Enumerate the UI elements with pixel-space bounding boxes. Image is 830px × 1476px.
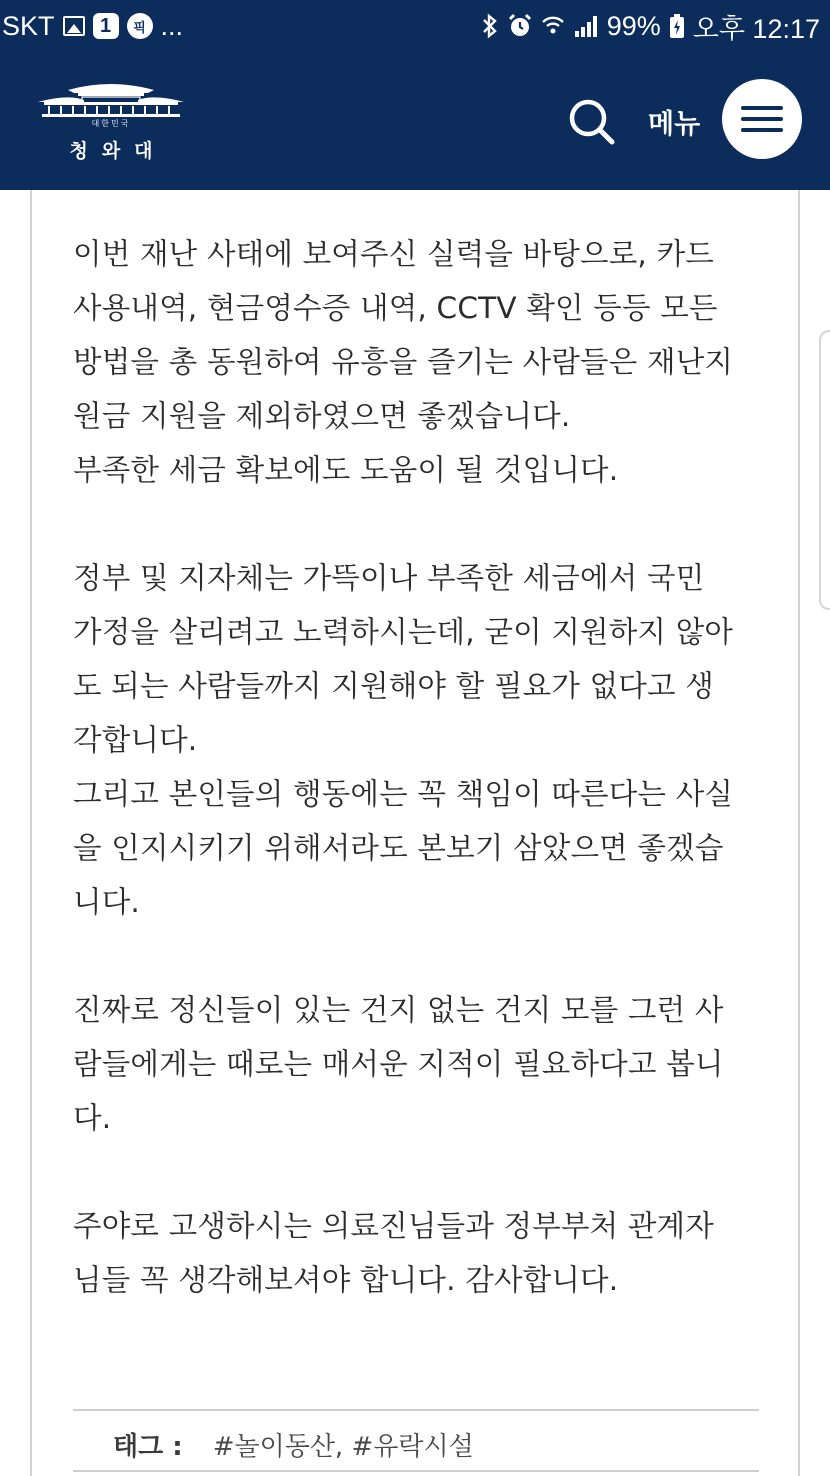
text-line: 원금 지원을 제외하였으면 좋겠습니다. <box>73 399 571 433</box>
search-icon <box>566 96 618 148</box>
text-line: 각합니다. <box>73 723 198 757</box>
gallery-notification-icon <box>63 16 85 36</box>
text-line: 그리고 본인들의 행동에는 꼭 책임이 따른다는 사실 <box>73 777 734 811</box>
battery-charging-icon <box>669 13 685 39</box>
menu-label[interactable]: 메뉴 <box>648 109 701 140</box>
status-bar-left <box>0 11 183 42</box>
search-button[interactable] <box>566 96 618 148</box>
text-line: 도 되는 사람들까지 지원해야 할 필요가 없다고 생 <box>73 669 714 703</box>
text-line: 람들에게는 때로는 매서운 지적이 필요하다고 봅니 <box>73 1047 724 1081</box>
more-notifications-indicator: ... <box>160 10 184 41</box>
app-notification-icon: 픽 <box>127 13 153 39</box>
card-border-right <box>798 190 800 1476</box>
menu-button[interactable] <box>722 79 802 159</box>
battery-percent: 99% <box>606 10 661 41</box>
carrier-label: SKT <box>2 10 55 41</box>
signal-icon <box>573 14 599 38</box>
text-line: 을 인지시키기 위해서라도 본보기 삼았으면 좋겠습 <box>73 831 724 865</box>
alarm-icon <box>507 13 533 39</box>
logo-subtitle: 대한민국 <box>91 119 131 128</box>
card-border-left <box>30 190 32 1476</box>
paragraph <box>73 983 763 1145</box>
text-line: 님들 꼭 생각해보셔야 합니다. 감사합니다. <box>73 1263 619 1297</box>
side-panel-handle[interactable] <box>819 330 830 610</box>
clock: 오후 12:17 <box>692 13 820 44</box>
text-line: 니다. <box>73 885 140 919</box>
wifi-icon <box>541 13 565 39</box>
text-line: 다. <box>73 1101 112 1135</box>
tag-divider <box>73 1409 759 1411</box>
text-line: 사용내역, 현금영수증 내역, CCTV 확인 등등 모든 <box>73 291 718 325</box>
text-line: 이번 재난 사태에 보여주신 실력을 바탕으로, 카드 <box>73 237 714 271</box>
site-header <box>0 52 830 190</box>
paragraph <box>73 1199 763 1307</box>
text-line: 방법을 총 동원하여 유흥을 즐기는 사람들은 재난지 <box>73 345 734 379</box>
blue-house-logo-icon <box>38 80 184 120</box>
logo-name: 청와대 <box>69 140 167 162</box>
paragraph <box>73 551 763 929</box>
text-line: 정부 및 지자체는 가뜩이나 부족한 세금에서 국민 <box>73 561 705 595</box>
paragraph <box>73 227 763 497</box>
badge-notification-icon: 1 <box>93 13 119 39</box>
text-line: 주야로 고생하시는 의료진님들과 정부부처 관계자 <box>73 1209 714 1243</box>
text-line: 진짜로 정신들이 있는 건지 없는 건지 모를 그런 사 <box>73 993 724 1027</box>
petition-body <box>73 227 763 1307</box>
status-bar-right <box>481 7 830 46</box>
text-line: 부족한 세금 확보에도 도움이 될 것입니다. <box>73 453 619 487</box>
bluetooth-icon <box>481 13 499 39</box>
tag-list[interactable]: #놀이동산, #유락시설 <box>212 1432 474 1462</box>
status-bar <box>0 0 830 52</box>
tag-label: 태그 : <box>113 1432 183 1462</box>
text-line: 가정을 살리려고 노력하시는데, 굳이 지원하지 않아 <box>73 615 734 649</box>
tag-row <box>113 1426 474 1463</box>
tag-bottom-divider <box>73 1470 759 1472</box>
